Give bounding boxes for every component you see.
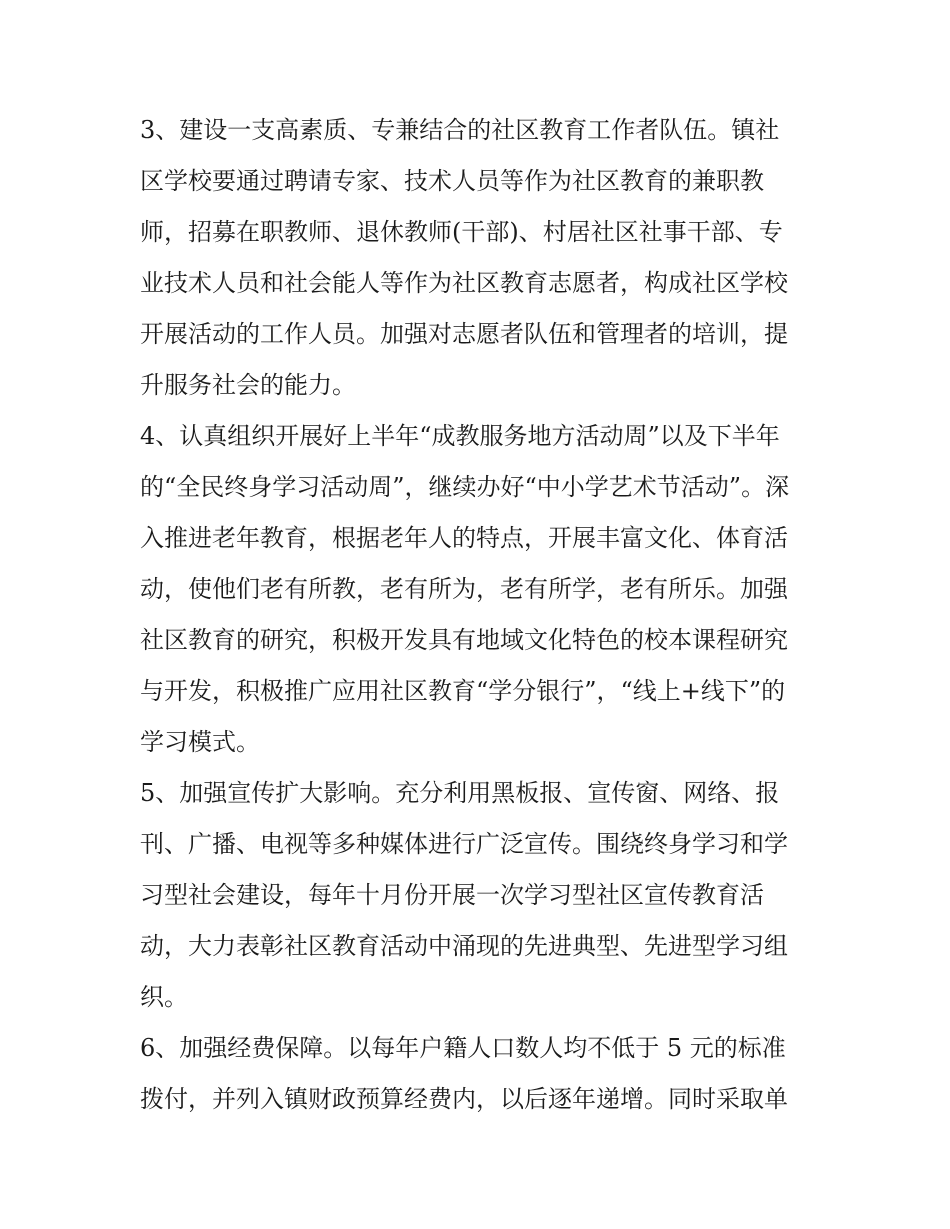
text-line: 习型社会建设，每年十月份开展一次学习型社区宣传教育活 <box>140 881 764 909</box>
text-line: 升服务社会的能力。 <box>140 371 356 399</box>
text-line: 师，招募在职教师、退休教师(干部)、村居社区社事干部、专 <box>140 218 783 246</box>
text-line: 的“全民终身学习活动周”，继续办好“中小学艺术节活动”。深 <box>140 473 790 501</box>
text-line: 学习模式。 <box>140 728 260 756</box>
text-line: 业技术人员和社会能人等作为社区教育志愿者，构成社区学校 <box>140 269 788 297</box>
text-line: 织。 <box>140 983 188 1011</box>
paragraph-6 <box>140 1023 820 1125</box>
document-body <box>140 105 820 1125</box>
text-line: 动，使他们老有所教，老有所为，老有所学，老有所乐。加强 <box>140 575 788 603</box>
text-line: 入推进老年教育，根据老年人的特点，开展丰富文化、体育活 <box>140 524 788 552</box>
text-line: 开展活动的工作人员。加强对志愿者队伍和管理者的培训，提 <box>140 320 788 348</box>
paragraph-4 <box>140 411 820 768</box>
text-line: 拨付，并列入镇财政预算经费内，以后逐年递增。同时采取单 <box>140 1085 788 1113</box>
text-line: 社区教育的研究，积极开发具有地域文化特色的校本课程研究 <box>140 626 788 654</box>
text-line: 与开发，积极推广应用社区教育“学分银行”，“线上+线下”的 <box>140 677 786 705</box>
text-line: 动，大力表彰社区教育活动中涌现的先进典型、先进型学习组 <box>140 932 788 960</box>
paragraph-3 <box>140 105 820 411</box>
text-line: 3、建设一支高素质、专兼结合的社区教育工作者队伍。镇社 <box>140 116 780 144</box>
text-line: 5、加强宣传扩大影响。充分利用黑板报、宣传窗、网络、报 <box>140 779 780 807</box>
text-line: 区学校要通过聘请专家、技术人员等作为社区教育的兼职教 <box>140 167 764 195</box>
paragraph-5 <box>140 768 820 1023</box>
text-line: 4、认真组织开展好上半年“成教服务地方活动周”以及下半年 <box>140 422 780 450</box>
text-line: 刊、广播、电视等多种媒体进行广泛宣传。围绕终身学习和学 <box>140 830 788 858</box>
text-line: 6、加强经费保障。以每年户籍人口数人均不低于 5 元的标准 <box>140 1034 786 1062</box>
